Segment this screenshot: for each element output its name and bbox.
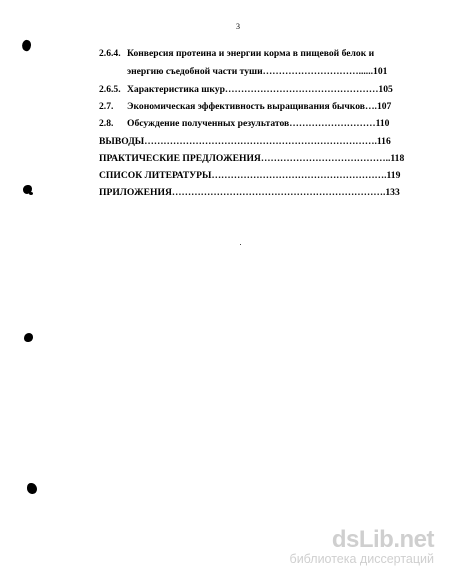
toc-entry-title: энергию съедобной части туши…………………………...... — [127, 66, 374, 77]
watermark-logo: dsLib.net — [331, 526, 434, 553]
toc-entry-page: 107 — [376, 101, 392, 112]
toc-entry-title: Конверсия протеина и энергии корма в пищевой белок и — [127, 48, 375, 59]
toc-entry-title: ВЫВОДЫ………………………………………………………………. — [99, 136, 377, 147]
toc-entry-number: 2.6.5. — [99, 84, 121, 95]
toc-entry-appendices — [99, 187, 400, 199]
toc-entry-page: 118 — [390, 153, 405, 164]
toc-entry-page: 110 — [375, 118, 390, 129]
page-number: 3 — [236, 22, 240, 31]
toc-entry-title: Характеристика шкур………………………………………… — [127, 84, 379, 95]
toc-entry-practical-suggestions — [99, 153, 404, 165]
watermark — [290, 528, 434, 566]
binding-hole-mark — [20, 39, 32, 52]
toc-entry-references — [99, 170, 400, 182]
toc-entry-number: 2.6.4. — [99, 48, 121, 59]
toc-entry-page: 105 — [378, 84, 393, 95]
toc-entry-title: СПИСОК ЛИТЕРАТУРЫ………………………………………………. — [99, 170, 387, 181]
binding-hole-mark — [27, 483, 37, 494]
toc-entry-title: ПРАКТИЧЕСКИЕ ПРЕДЛОЖЕНИЯ………………………………….. — [99, 153, 391, 164]
toc-entry-page: 116 — [376, 136, 391, 147]
toc-entry-number: 2.7. — [99, 101, 114, 112]
toc-entry-2-7 — [99, 101, 391, 113]
toc-entry-2-6-5 — [99, 84, 393, 96]
toc-entry-conclusions — [99, 136, 391, 148]
watermark-subtitle: библиотека диссертаций — [289, 552, 434, 566]
toc-entry-page: 133 — [385, 187, 400, 198]
binding-hole-mark — [24, 333, 33, 342]
toc-entry-2-6-4 — [99, 48, 374, 60]
toc-entry-2-6-4-continued — [127, 66, 387, 78]
toc-entry-title: Обсуждение полученных результатов……………………… — [127, 118, 376, 129]
scan-speck — [240, 244, 241, 245]
toc-entry-title: ПРИЛОЖЕНИЯ…………………………………………………………. — [99, 187, 386, 198]
toc-entry-title: Экономическая эффективность выращивания бычков…. — [127, 101, 377, 112]
toc-entry-page: 101 — [373, 66, 388, 77]
toc-entry-2-8 — [99, 118, 389, 130]
toc-entry-number: 2.8. — [99, 118, 114, 129]
binding-hole-mark — [23, 185, 32, 194]
toc-entry-page: 119 — [386, 170, 401, 181]
